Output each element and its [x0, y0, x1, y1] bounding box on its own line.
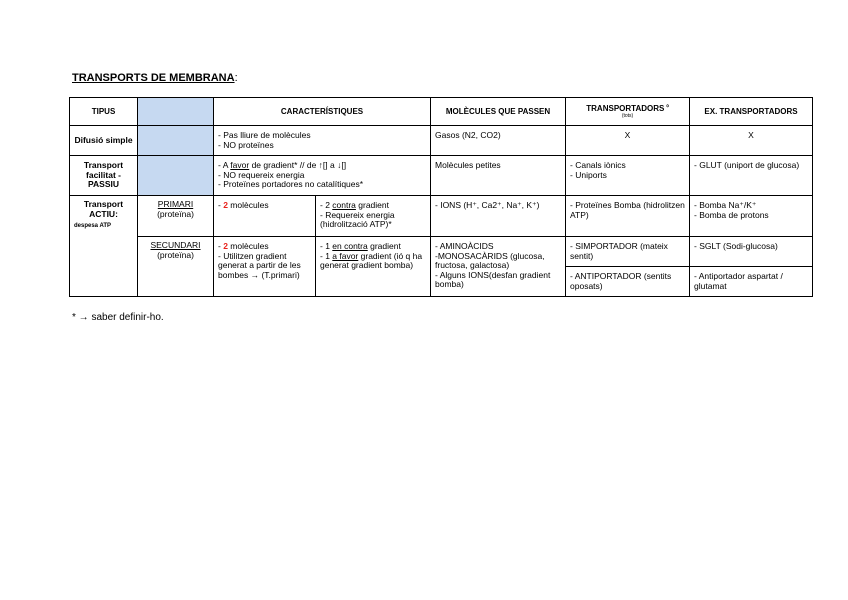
caracteristiques-b-cell — [316, 196, 431, 237]
subtype-cell-blank — [138, 156, 214, 196]
exemples-cell-simportador: - SGLT (Sodi-glucosa) — [690, 237, 813, 267]
molecules-cell: Gasos (N2, CO2) — [431, 126, 566, 156]
caracteristiques-a-cell — [214, 196, 316, 237]
transportadors-cell: - Proteïnes Bomba (hidrolitzen ATP) — [566, 196, 690, 237]
molecules-cell: Molècules petites — [431, 156, 566, 196]
text-segment: - 1 — [320, 250, 333, 261]
transportador-line: - Canals iònics — [570, 160, 626, 170]
caracteristiques-cell — [214, 156, 431, 196]
transportadors-cell-simportador: - SIMPORTADOR (mateix sentit) — [566, 237, 690, 267]
header-tipus: TIPUS — [70, 98, 138, 126]
text-segment: - — [218, 200, 224, 210]
transportadors-cell — [566, 156, 690, 196]
caracteristica-line: - Proteïnes portadores no catalítiques* — [218, 179, 364, 189]
highlight-number: 2 — [223, 241, 228, 251]
tipus-cell: Difusió simple — [70, 126, 138, 156]
title-colon: : — [234, 72, 238, 84]
tipus-label: Transport ACTIU: — [83, 199, 124, 219]
caracteristica-line — [218, 201, 311, 211]
header-subtype-blank — [138, 98, 214, 126]
caracteristica-line: - Requereix energia (hidrolització ATP)* — [320, 209, 395, 229]
caracteristica-line: - Utilitzen gradient generat a partir de les bombes → (T.primari) — [218, 250, 301, 280]
document-title — [72, 72, 238, 84]
caracteristiques-a-cell — [214, 237, 316, 297]
exemples-cell — [690, 196, 813, 237]
underlined-term: contra — [332, 200, 356, 210]
exemple-line: - Bomba de protons — [694, 209, 769, 220]
molecule-line: - Alguns IONS(desfan gradient bomba) — [435, 269, 551, 289]
subtype-cell-primari — [138, 196, 214, 237]
row-transport-facilitat — [70, 156, 813, 196]
exemples-cell: - GLUT (uniport de glucosa) — [690, 156, 813, 196]
underlined-term: a favor — [332, 250, 359, 261]
underlined-term: favor — [230, 160, 250, 170]
exemple-line: - Bomba Na⁺/K⁺ — [694, 200, 757, 210]
caracteristica-line — [320, 252, 426, 271]
text-segment: - A — [218, 160, 231, 170]
highlight-number: 2 — [223, 200, 228, 210]
row-transport-actiu-primari — [70, 196, 813, 237]
header-transportadors-label: TRANSPORTADORS — [586, 103, 665, 113]
tipus-cell — [70, 196, 138, 297]
caracteristica-line: - Pas lliure de molècules — [218, 130, 311, 140]
transportadors-cell-antiportador: - ANTIPORTADOR (sentits oposats) — [566, 267, 690, 297]
molecules-cell — [431, 237, 566, 297]
text-segment: gradient — [355, 200, 389, 210]
header-molecules: MOLÈCULES QUE PASSEN — [431, 98, 566, 126]
header-exemples: EX. TRANSPORTADORS — [690, 98, 813, 126]
subtype-note: (proteïna) — [157, 208, 194, 219]
header-transportadors-note: (tots) — [621, 113, 634, 120]
caracteristica-line: - NO proteïnes — [218, 139, 274, 150]
text-segment: molècules — [227, 241, 269, 251]
exemples-cell: X — [690, 126, 813, 156]
subtype-cell-blank — [138, 126, 214, 156]
molecules-cell: - IONS (H⁺, Ca2⁺, Na⁺, K⁺) — [431, 196, 566, 237]
title-text: TRANSPORTS DE MEMBRANA — [72, 72, 235, 84]
text-segment: molècules — [227, 200, 269, 210]
subtype-label: PRIMARI — [157, 199, 194, 209]
underlined-term: en contra — [332, 241, 368, 251]
text-segment: gradient (ió q ha generat gradient bomba) — [320, 250, 423, 270]
text-segment: gradient — [367, 241, 401, 251]
subtype-note: (proteïna) — [157, 249, 194, 260]
caracteristica-line: - NO requereix energia — [218, 169, 305, 180]
caracteristiques-b-cell — [316, 237, 431, 297]
text-segment: - — [218, 241, 224, 251]
tipus-cell: Transport facilitat - PASSIU — [70, 156, 138, 196]
header-transportadors — [566, 98, 690, 126]
header-transportadors-title — [569, 104, 686, 114]
subtype-cell-secundari — [138, 237, 214, 297]
molecule-line: - AMINOÀCIDS — [435, 241, 494, 251]
footnote: * → saber definir-ho. — [72, 312, 164, 323]
text-segment: - 2 — [320, 200, 333, 210]
row-difusio-simple — [70, 126, 813, 156]
text-segment: de gradient* // de ↑[] a ↓[] — [249, 160, 347, 170]
header-caracteristiques: CARACTERÍSTIQUES — [214, 98, 431, 126]
text-segment: - 1 — [320, 241, 333, 251]
membrane-transport-table — [69, 97, 813, 297]
transportador-line: - Uniports — [570, 169, 607, 180]
header-row — [70, 98, 813, 126]
header-transportadors-mark: ⁰ — [666, 104, 669, 111]
caracteristiques-cell — [214, 126, 431, 156]
subtype-label: SECUNDARI — [150, 240, 201, 250]
transportadors-cell: X — [566, 126, 690, 156]
exemples-cell-antiportador: - Antiportador aspartat / glutamat — [690, 267, 813, 297]
molecule-line: -MONOSACÀRIDS (glucosa, fructosa, galactosa) — [435, 250, 545, 270]
tipus-note: despesa ATP — [74, 223, 112, 229]
row-transport-actiu-secundari — [70, 237, 813, 267]
